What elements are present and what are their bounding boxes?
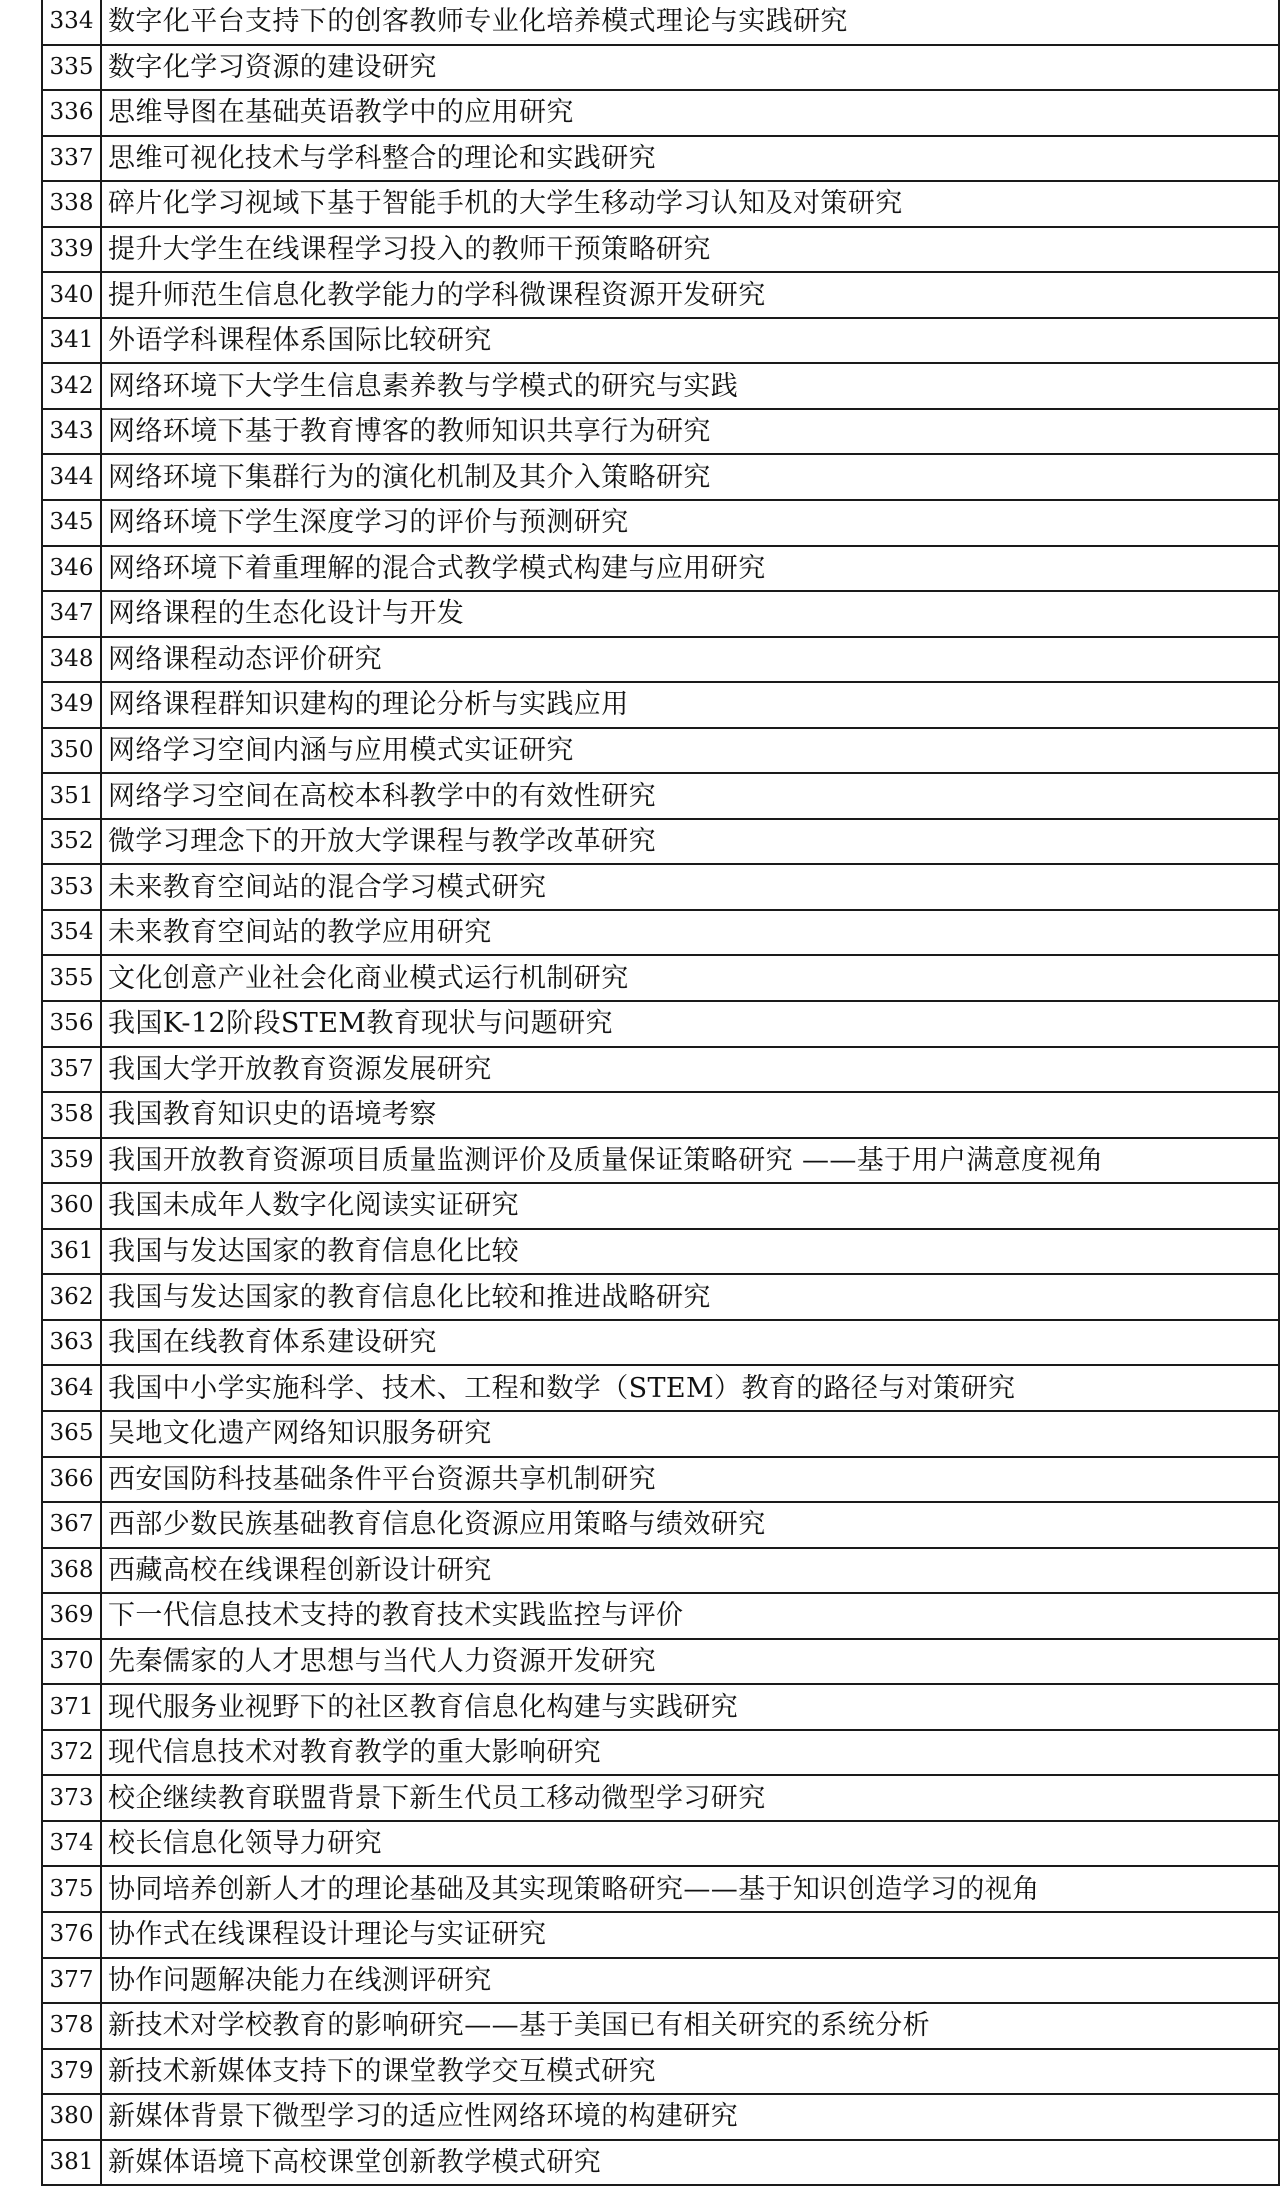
row-number-cell: 352	[42, 819, 101, 865]
project-title-cell: 网络环境下学生深度学习的评价与预测研究	[101, 500, 1279, 546]
row-number-cell: 374	[42, 1821, 101, 1867]
project-title-cell: 西安国防科技基础条件平台资源共享机制研究	[101, 1457, 1279, 1503]
table-row	[42, 1866, 1279, 1912]
table-row	[42, 363, 1279, 409]
table-row	[42, 136, 1279, 182]
table-row	[42, 819, 1279, 865]
project-title-cell: 现代服务业视野下的社区教育信息化构建与实践研究	[101, 1684, 1279, 1730]
table-row	[42, 1457, 1279, 1503]
row-number-cell: 334	[42, 0, 101, 45]
project-title-cell: 网络学习空间在高校本科教学中的有效性研究	[101, 773, 1279, 819]
row-number-cell: 379	[42, 2049, 101, 2095]
row-number-cell: 349	[42, 682, 101, 728]
table-row	[42, 409, 1279, 455]
project-title-cell: 思维可视化技术与学科整合的理论和实践研究	[101, 136, 1279, 182]
row-number-cell: 345	[42, 500, 101, 546]
row-number-cell: 351	[42, 773, 101, 819]
row-number-cell: 371	[42, 1684, 101, 1730]
row-number-cell: 376	[42, 1912, 101, 1958]
table-row	[42, 272, 1279, 318]
row-number-cell: 373	[42, 1775, 101, 1821]
project-title-cell: 我国在线教育体系建设研究	[101, 1320, 1279, 1366]
project-list-table	[41, 0, 1280, 2186]
row-number-cell: 353	[42, 864, 101, 910]
project-title-cell: 网络课程动态评价研究	[101, 637, 1279, 683]
project-title-cell: 文化创意产业社会化商业模式运行机制研究	[101, 955, 1279, 1001]
project-title-cell: 网络环境下着重理解的混合式教学模式构建与应用研究	[101, 546, 1279, 592]
row-number-cell: 381	[42, 2140, 101, 2186]
table-row	[42, 90, 1279, 136]
row-number-cell: 354	[42, 910, 101, 956]
table-row	[42, 0, 1279, 45]
table-row	[42, 2049, 1279, 2095]
table-row	[42, 227, 1279, 273]
table-row	[42, 1593, 1279, 1639]
project-title-cell: 网络环境下大学生信息素养教与学模式的研究与实践	[101, 363, 1279, 409]
row-number-cell: 375	[42, 1866, 101, 1912]
row-number-cell: 370	[42, 1639, 101, 1685]
project-title-cell: 思维导图在基础英语教学中的应用研究	[101, 90, 1279, 136]
row-number-cell: 336	[42, 90, 101, 136]
project-title-cell: 未来教育空间站的教学应用研究	[101, 910, 1279, 956]
project-title-cell: 我国教育知识史的语境考察	[101, 1092, 1279, 1138]
row-number-cell: 335	[42, 45, 101, 91]
table-row	[42, 773, 1279, 819]
project-title-cell: 协同培养创新人才的理论基础及其实现策略研究——基于知识创造学习的视角	[101, 1866, 1279, 1912]
table-row	[42, 1639, 1279, 1685]
table-row	[42, 955, 1279, 1001]
table-body	[42, 0, 1279, 2185]
project-title-cell: 我国与发达国家的教育信息化比较	[101, 1229, 1279, 1275]
table-row	[42, 45, 1279, 91]
table-row	[42, 1274, 1279, 1320]
table-row	[42, 500, 1279, 546]
project-title-cell: 我国开放教育资源项目质量监测评价及质量保证策略研究 ——基于用户满意度视角	[101, 1138, 1279, 1184]
row-number-cell: 341	[42, 318, 101, 364]
table-row	[42, 1775, 1279, 1821]
table-row	[42, 1320, 1279, 1366]
row-number-cell: 369	[42, 1593, 101, 1639]
table-row	[42, 1229, 1279, 1275]
project-title-cell: 我国中小学实施科学、技术、工程和数学（STEM）教育的路径与对策研究	[101, 1365, 1279, 1411]
project-title-cell: 先秦儒家的人才思想与当代人力资源开发研究	[101, 1639, 1279, 1685]
table-row	[42, 682, 1279, 728]
project-title-cell: 校长信息化领导力研究	[101, 1821, 1279, 1867]
table-row	[42, 1047, 1279, 1093]
row-number-cell: 338	[42, 181, 101, 227]
project-title-cell: 提升师范生信息化教学能力的学科微课程资源开发研究	[101, 272, 1279, 318]
table-row	[42, 1001, 1279, 1047]
table-row	[42, 454, 1279, 500]
table-row	[42, 910, 1279, 956]
table-row	[42, 1365, 1279, 1411]
project-title-cell: 新媒体语境下高校课堂创新教学模式研究	[101, 2140, 1279, 2186]
row-number-cell: 355	[42, 955, 101, 1001]
project-title-cell: 微学习理念下的开放大学课程与教学改革研究	[101, 819, 1279, 865]
project-title-cell: 我国K-12阶段STEM教育现状与问题研究	[101, 1001, 1279, 1047]
row-number-cell: 346	[42, 546, 101, 592]
table-row	[42, 1730, 1279, 1776]
project-title-cell: 网络学习空间内涵与应用模式实证研究	[101, 728, 1279, 774]
row-number-cell: 357	[42, 1047, 101, 1093]
table-row	[42, 1548, 1279, 1594]
table-row	[42, 2094, 1279, 2140]
row-number-cell: 364	[42, 1365, 101, 1411]
project-title-cell: 我国与发达国家的教育信息化比较和推进战略研究	[101, 1274, 1279, 1320]
project-title-cell: 提升大学生在线课程学习投入的教师干预策略研究	[101, 227, 1279, 273]
row-number-cell: 350	[42, 728, 101, 774]
table-row	[42, 1138, 1279, 1184]
row-number-cell: 368	[42, 1548, 101, 1594]
project-title-cell: 新技术新媒体支持下的课堂教学交互模式研究	[101, 2049, 1279, 2095]
project-title-cell: 我国未成年人数字化阅读实证研究	[101, 1183, 1279, 1229]
row-number-cell: 359	[42, 1138, 101, 1184]
row-number-cell: 340	[42, 272, 101, 318]
project-title-cell: 西藏高校在线课程创新设计研究	[101, 1548, 1279, 1594]
project-title-cell: 协作式在线课程设计理论与实证研究	[101, 1912, 1279, 1958]
table-row	[42, 1684, 1279, 1730]
project-title-cell: 现代信息技术对教育教学的重大影响研究	[101, 1730, 1279, 1776]
table-row	[42, 1912, 1279, 1958]
project-title-cell: 数字化平台支持下的创客教师专业化培养模式理论与实践研究	[101, 0, 1279, 45]
row-number-cell: 367	[42, 1502, 101, 1548]
row-number-cell: 377	[42, 1958, 101, 2004]
project-title-cell: 协作问题解决能力在线测评研究	[101, 1958, 1279, 2004]
table-row	[42, 1821, 1279, 1867]
project-title-cell: 网络环境下基于教育博客的教师知识共享行为研究	[101, 409, 1279, 455]
project-title-cell: 新媒体背景下微型学习的适应性网络环境的构建研究	[101, 2094, 1279, 2140]
project-title-cell: 网络环境下集群行为的演化机制及其介入策略研究	[101, 454, 1279, 500]
row-number-cell: 365	[42, 1411, 101, 1457]
row-number-cell: 380	[42, 2094, 101, 2140]
row-number-cell: 356	[42, 1001, 101, 1047]
table-row	[42, 2140, 1279, 2186]
row-number-cell: 337	[42, 136, 101, 182]
row-number-cell: 343	[42, 409, 101, 455]
row-number-cell: 361	[42, 1229, 101, 1275]
row-number-cell: 372	[42, 1730, 101, 1776]
row-number-cell: 363	[42, 1320, 101, 1366]
table-row	[42, 1092, 1279, 1138]
project-title-cell: 新技术对学校教育的影响研究——基于美国已有相关研究的系统分析	[101, 2003, 1279, 2049]
row-number-cell: 362	[42, 1274, 101, 1320]
row-number-cell: 360	[42, 1183, 101, 1229]
project-title-cell: 西部少数民族基础教育信息化资源应用策略与绩效研究	[101, 1502, 1279, 1548]
row-number-cell: 344	[42, 454, 101, 500]
project-title-cell: 数字化学习资源的建设研究	[101, 45, 1279, 91]
table-row	[42, 637, 1279, 683]
project-title-cell: 未来教育空间站的混合学习模式研究	[101, 864, 1279, 910]
table-row	[42, 1183, 1279, 1229]
row-number-cell: 348	[42, 637, 101, 683]
table-row	[42, 181, 1279, 227]
table-row	[42, 318, 1279, 364]
row-number-cell: 378	[42, 2003, 101, 2049]
row-number-cell: 358	[42, 1092, 101, 1138]
row-number-cell: 347	[42, 591, 101, 637]
project-title-cell: 网络课程的生态化设计与开发	[101, 591, 1279, 637]
project-title-cell: 碎片化学习视域下基于智能手机的大学生移动学习认知及对策研究	[101, 181, 1279, 227]
project-title-cell: 下一代信息技术支持的教育技术实践监控与评价	[101, 1593, 1279, 1639]
table-row	[42, 1502, 1279, 1548]
project-title-cell: 外语学科课程体系国际比较研究	[101, 318, 1279, 364]
row-number-cell: 366	[42, 1457, 101, 1503]
table-row	[42, 591, 1279, 637]
table-row	[42, 728, 1279, 774]
project-title-cell: 我国大学开放教育资源发展研究	[101, 1047, 1279, 1093]
project-title-cell: 校企继续教育联盟背景下新生代员工移动微型学习研究	[101, 1775, 1279, 1821]
table-row	[42, 1411, 1279, 1457]
table-row	[42, 864, 1279, 910]
row-number-cell: 339	[42, 227, 101, 273]
project-title-cell: 网络课程群知识建构的理论分析与实践应用	[101, 682, 1279, 728]
table-row	[42, 2003, 1279, 2049]
table-row	[42, 1958, 1279, 2004]
table-row	[42, 546, 1279, 592]
project-title-cell: 吴地文化遗产网络知识服务研究	[101, 1411, 1279, 1457]
row-number-cell: 342	[42, 363, 101, 409]
